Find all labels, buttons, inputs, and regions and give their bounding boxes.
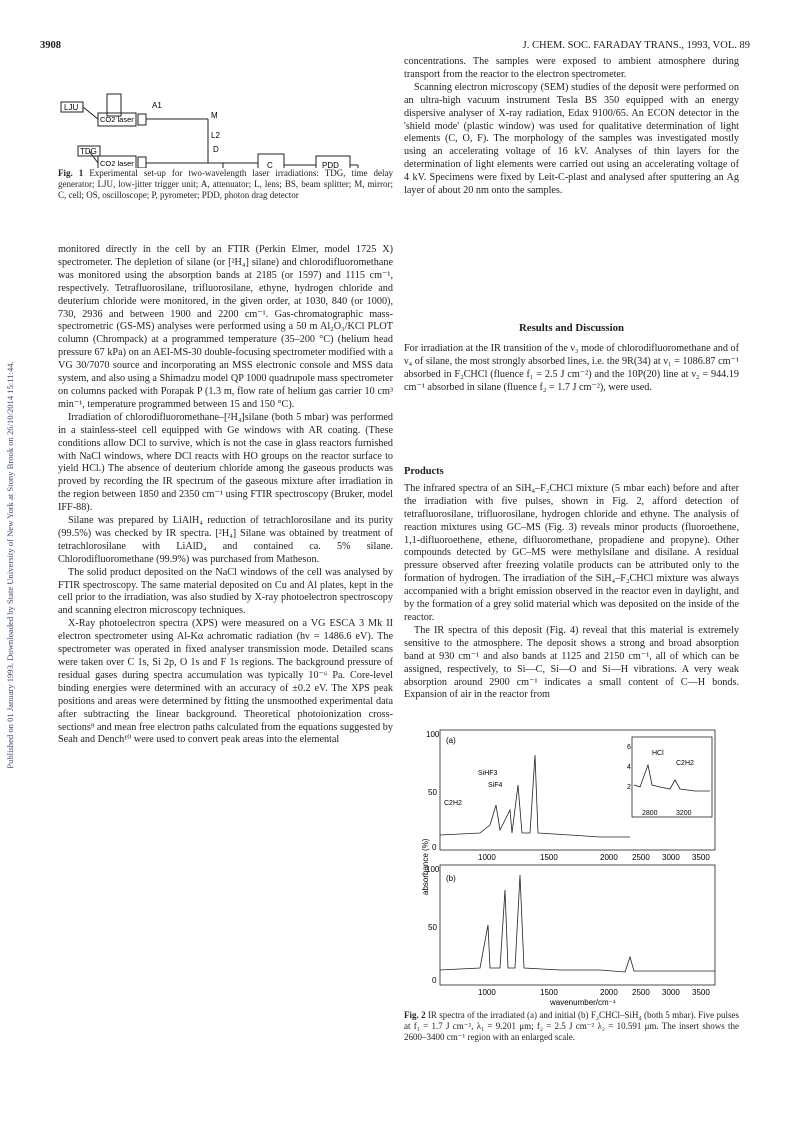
sif4-label: SiF4 xyxy=(488,782,503,789)
left-paragraph-2: Irradiation of chlorodifluoromethane–[²H₄]silane (both 5 mbar) was performed in a stainless-steel cell equipped with Ge windows with AR coating. (These conditions allow DCl to survive, which is not the case in glass reactors furnished with NaCl windows, where DCl reacts with HO groups on the reactor surface to yield HCl.) The absence of deuterium chloride among the gaseous products was proved by recording the IR spectrum of the gaseous mixture after irradiation in the region between 1850 and 2350 cm⁻¹ using FTIR spectroscopy (Bruker, model IFF-88). xyxy=(58,411,393,514)
inset-xtick-2800: 2800 xyxy=(642,810,658,817)
products-paragraph-2: The IR spectra of this deposit (Fig. 4) reveal that this material is extremely sensitive to the atmosphere. The deposit shows a strong and broad absorption band at 930 cm⁻¹ and also bands at 1125 and 2150 cm⁻¹, all of which can be assigned, respectively, to Si—C, Si—O and Si—H vibrations. A very weak absorption around 2900 cm⁻¹ indicates a small content of C—H bonds. Expansion of air in the reactor from xyxy=(404,624,739,701)
right-column-top xyxy=(404,56,739,198)
attenuator-2 xyxy=(138,157,146,168)
left-paragraph-4: The solid product deposited on the NaCl windows of the cell was analysed by FTIR spectroscopy. The same material deposited on Cu and Al plates, kept in the cell prior to the irradiation, was also studied by X-ray photoelectron spectroscopy and scanning electron microscopy techniques. xyxy=(58,566,393,617)
y-axis-label: absorbance (%) xyxy=(421,838,430,895)
tdg-label: TDG xyxy=(80,147,97,156)
products-heading: Products xyxy=(404,466,444,477)
products-section xyxy=(404,458,739,702)
pdd-label: PDD xyxy=(322,161,339,168)
left-paragraph-5: X-Ray photoelectron spectra (XPS) were measured on a VG ESCA 3 Mk II electron spectrometer using Al-Kα achromatic radiation (hν = 1486.6 eV). The spectrometer was operated in fixed analyser transmission mode. Detailed scans were taken over C 1s, Si 2p, O 1s and F 1s regions. The background pressure of residual gases during spectra accumulation was typically 10⁻⁶ Pa. Core-level binding energies were determined with an accuracy of ±0.2 eV. The XPS peak positions and areas were determined by fitting the unsmoothed experimental data after subtracting the linear background. Theoretical photoionization cross-sections⁹ and mean free electron paths calculated from the equations suggested by Seah and Dench¹⁰ were used to convert peak areas into the elemental xyxy=(58,618,393,746)
right-paragraph-1: concentrations. The samples were exposed to ambient atmosphere during transport from the reactor to the electron spectrometer. xyxy=(404,56,739,80)
fig1-setup-diagram xyxy=(58,88,393,168)
fig2-ir-spectra xyxy=(420,725,730,1005)
inset-ytick-6: 6 xyxy=(627,744,631,751)
fig2-caption-text: IR spectra of the irradiated (a) and initial (b) F₂CHCl–SiH₄ (both 5 mbar). Five pulses at f₁ = 1.7 J cm⁻², λ₁ = 9.201 μm; f₂ = 2.5 J cm⁻² λ₂ = 10.591 μm. The insert shows the 2600–3400 cm⁻¹ region with an enlarged scale. xyxy=(404,1010,740,1042)
sihf3-label: SiHF3 xyxy=(478,770,498,777)
fig2-caption xyxy=(404,1010,739,1043)
fig1-caption-text: Experimental set-up for two-wavelength laser irradiations: TDG, time delay generator; LJU, low-jitter trigger unit; A, attenuator; L, lens; BS, beam splitter; M, mirror; C, cell; OS, oscilloscope; P, pyrometer; PDD, photon drag detector xyxy=(58,168,394,200)
co2-laser-1-label: CO2 laser xyxy=(100,115,134,124)
inset-xtick-3200: 3200 xyxy=(676,810,692,817)
co2-laser-2-label: CO2 laser xyxy=(100,159,134,168)
left-paragraph-1: monitored directly in the cell by an FTIR (Perkin Elmer, model 1725 X) spectrometer. The depletion of silane (or [²H₄] silane) and chlorodifluoromethane was monitored using the absorption bands at 2185 (or 1597) and 1115 cm⁻¹, respectively. Tetrafluorosilane, trifluorosilane, ethyne, hydrogen chloride and deuterium chloride were monitored, in the given order, at 1030, 840 (or 1000), 730, 2936 and between 1900 and 2200 cm⁻¹. Gas-chromatographic mass-spectrometric (GS-MS) analyses were performed using a 50 m Al₂O₃/KCl PLOT column (Chrompack) at a programmed temperature (35–200 °C) (helium head pressure 67 kPa) on an AEI-MS-30 double-focusing spectrometer modified with a VG 30/7070 source and incorporating an MSS electronic console and MSS data system, and also using a Shimadzu model QP 1000 quadrupole mass spectrometer on columns packed with Porapak P (1.3 m, flow rate of helium gas carrier 10 cm³ min⁻¹, temperature programmed between 15 and 150 °C). xyxy=(58,244,393,410)
xtick-2000-b: 2000 xyxy=(600,988,618,997)
attenuator-1 xyxy=(138,114,146,125)
xtick-2000-a: 2000 xyxy=(600,853,618,862)
c-label: C xyxy=(267,161,273,168)
xtick-3500-a: 3500 xyxy=(692,853,710,862)
spectrum-b xyxy=(440,875,715,972)
ytick-100-a: 100 xyxy=(426,730,440,739)
d-label: D xyxy=(213,145,219,154)
ytick-50-b: 50 xyxy=(428,923,437,932)
l2-label: L2 xyxy=(211,131,220,140)
xtick-1500-a: 1500 xyxy=(540,853,558,862)
a1-label: A1 xyxy=(152,101,162,110)
results-paragraph: For irradiation at the IR transition of the ν₃ mode of chlorodifluoromethane and of ν₄ of silane, the most strongly absorbed lines, i.e. the 9R(34) at ν₁ = 1086.87 cm⁻¹ absorbed in F₂CHCl (fluence f₁ = 2.5 J cm⁻²) and the 10P(20) line at ν₂ = 944.19 cm⁻¹ absorbed in silane (fluence f₂ = 1.7 J cm⁻²), were used. xyxy=(404,342,739,393)
results-heading: Results and Discussion xyxy=(518,322,624,334)
xtick-1500-b: 1500 xyxy=(540,988,558,997)
c2h2-label-a: C2H2 xyxy=(444,800,462,807)
inset-ytick-2: 2 xyxy=(627,784,631,791)
left-column xyxy=(58,244,393,747)
results-section xyxy=(404,308,739,395)
fig2-caption-label: Fig. 2 xyxy=(404,1010,426,1020)
m-label: M xyxy=(211,111,218,120)
xtick-1000-b: 1000 xyxy=(478,988,496,997)
ytick-0-b: 0 xyxy=(432,976,437,985)
inset-spectrum xyxy=(634,765,710,791)
download-notice xyxy=(3,60,17,1070)
download-notice-text: Published on 01 January 1993. Downloaded by State University of New York at Stony Brook on 26/10/2014 15:11:44. xyxy=(5,361,15,769)
xtick-3000-a: 3000 xyxy=(662,853,680,862)
left-paragraph-3: Silane was prepared by LiAlH₄ reduction of tetrachlorosilane and its purity (99.5%) was checked by IR spectra. [²H₄] Silane was obtained by treatment of tetrachlorosilane with LiAlD₄ and contained ca. 5% silane. Chlorodifluoromethane (99.9%) was purchased from Matheson. xyxy=(58,515,393,565)
xtick-3500-b: 3500 xyxy=(692,988,710,997)
products-paragraph-1: The infrared spectra of an SiH₄–F₂CHCl mixture (5 mbar each) before and after the irradiation with five pulses, shown in Fig. 2, afford detection of tetrafluorosilane, trifluorosilane, hydrogen chloride and ethyne. The analysis of reaction mixtures using GC–MS (Fig. 3) reveals minor products (fluoroethene, 1,1-difluoroethene, ethene, difluoromethane, propadiene and propyne). Other compounds detected by GC–MS were methylsilane and disilane. A residual pressure observed after freezing volatile products can be attributed only to the formation of hydrogen. The irradiation of the SiH₄–F₂CHCl mixture was always accompanied with a bright emission observed in the reactor even in daylight, and by the formation of a grey solid material which was deposited on the inside of the reactor. xyxy=(404,482,739,623)
panel-a-label: (a) xyxy=(446,736,456,745)
journal-header: J. CHEM. SOC. FARADAY TRANS., 1993, VOL. 89 xyxy=(522,40,750,51)
right-paragraph-2: Scanning electron microscopy (SEM) studies of the deposit were performed on an ultra-high vacuum instrument Tesla BS 350 equipped with an energy dispersive analyser of X-ray radiation, Edax 9100/65. An ECON detector in the 'shield mode' (plastic window) was used for qualitative determination of light elements (C, O, F). The morphology of the samples was investigated mostly using an accelerating voltage of 16 kV. Analyses of thin layers for the determination of light elements were carried out using an accelerating voltage of 4 kV. Specimens were fixed by Leit-C-plast and analysed after sputtering an Ag layer of about 20 nm onto the samples. xyxy=(404,81,739,197)
ytick-50-a: 50 xyxy=(428,788,437,797)
fig1-caption xyxy=(58,168,393,201)
lju1-label: LJU xyxy=(64,103,79,112)
xtick-1000-a: 1000 xyxy=(478,853,496,862)
xtick-3000-b: 3000 xyxy=(662,988,680,997)
fig1-caption-label: Fig. 1 xyxy=(58,168,84,178)
inset-ytick-4: 4 xyxy=(627,764,631,771)
hcl-label: HCl xyxy=(652,750,664,757)
page-number: 3908 xyxy=(40,40,61,51)
xtick-2500-a: 2500 xyxy=(632,853,650,862)
c2h2-label-inset: C2H2 xyxy=(676,760,694,767)
panel-b-label: (b) xyxy=(446,874,456,883)
x-axis-label: wavenumber/cm⁻¹ xyxy=(550,998,616,1005)
panel-b-frame xyxy=(440,865,715,985)
ytick-0-a: 0 xyxy=(432,843,437,852)
spectrum-a xyxy=(440,755,630,837)
ytick-100-b: 100 xyxy=(426,865,440,874)
xtick-2500-b: 2500 xyxy=(632,988,650,997)
